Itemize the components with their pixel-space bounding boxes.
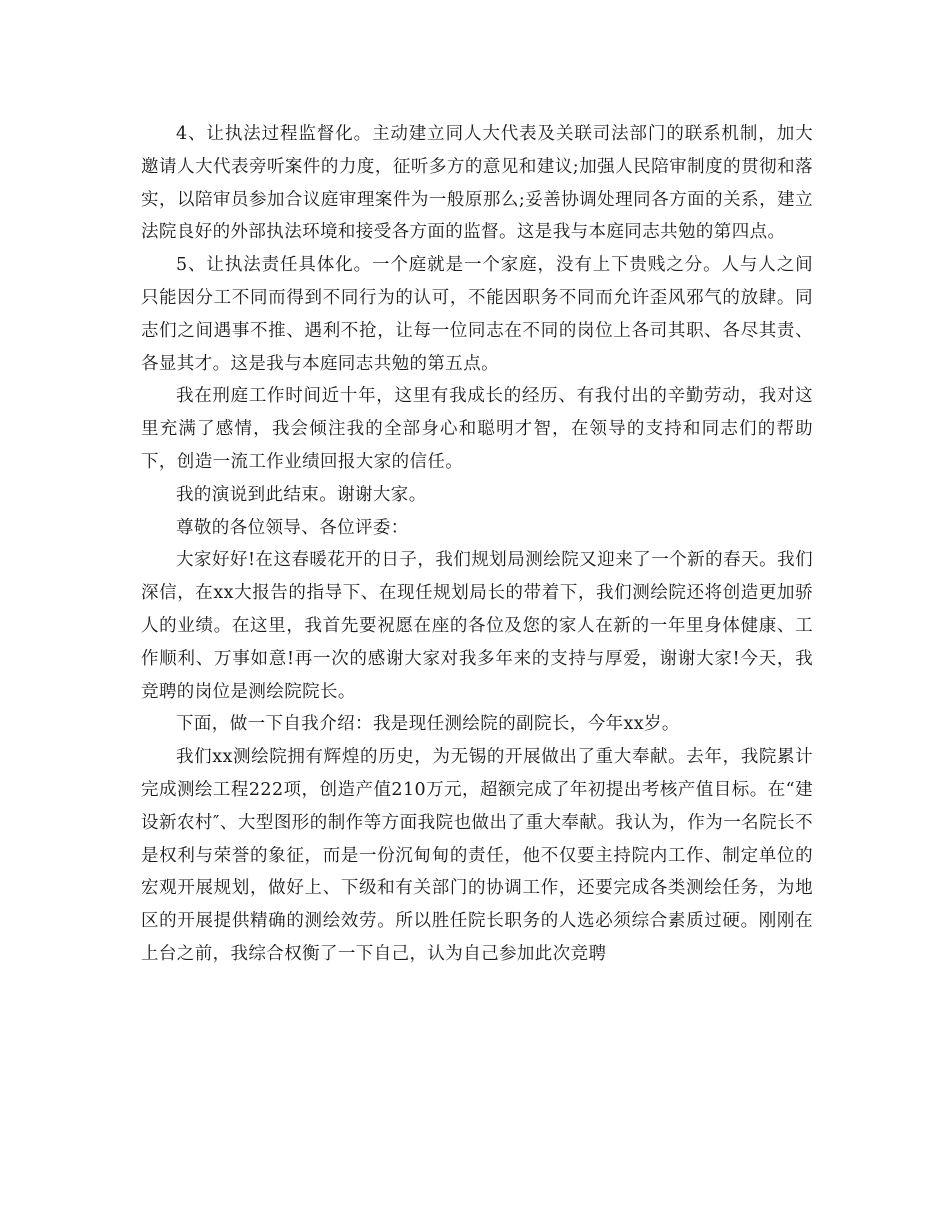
paragraph-work-experience: 我在刑庭工作时间近十年，这里有我成长的经历、有我付出的辛勤劳动，我对这里充满了感情，我会倾注我的全部身心和聪明才智，在领导的支持和同志们的帮助下，创造一流工作业绩回报大家的信任。: [141, 386, 813, 472]
paragraph-speech-ending: 我的演说到此结束。谢谢大家。: [176, 484, 427, 505]
paragraph-salutation: 尊敬的各位领导、各位评委：: [176, 517, 409, 538]
paragraph-point-five: 5、让执法责任具体化。一个庭就是一个家庭，没有上下贵贱之分。人与人之间只能因分工不同而得到不同行为的认可，不能因职务不同而允许歪风邪气的放肆。同志们之间遇事不推、遇利不抢，让每一位同志在不同的岗位上各司其职、各尽其责、各显其才。这是我与本庭同志共勉的第五点。: [141, 255, 813, 374]
paragraph-institute-history: 我们xx测绘院拥有辉煌的历史，为无锡的开展做出了重大奉献。去年，我院累计完成测绘工程222项，创造产值210万元，超额完成了年初提出考核产值目标。在“建设新农村″、大型图形的制作等方面我院也做出了重大奉献。我认为，作为一名院长不是权利与荣誉的象征，而是一份沉甸甸的责任，他不仅要主持院内工作、制定单位的宏观开展规划，做好上、下级和有关部门的协调工作，还要完成各类测绘任务，为地区的开展提供精确的测绘效劳。所以胜任院长职务的人选必须综合素质过硬。刚刚在上台之前，我综合权衡了一下自己，认为自己参加此次竞聘: [141, 747, 813, 964]
document-body: [141, 118, 813, 971]
paragraph-point-four: 4、让执法过程监督化。主动建立同人大代表及关联司法部门的联系机制，加大邀请人大代表旁听案件的力度，征听多方的意见和建议;加强人民陪审制度的贯彻和落实，以陪审员参加合议庭审理案件为一般原那么;妥善协调处理同各方面的关系，建立法院良好的外部执法环境和接受各方面的监督。这是我与本庭同志共勉的第四点。: [141, 124, 813, 243]
paragraph-self-introduction: 下面，做一下自我介绍：我是现任测绘院的副院长，今年xx岁。: [176, 714, 680, 735]
paragraph-greeting: 大家好好!在这春暖花开的日子，我们规划局测绘院又迎来了一个新的春天。我们深信，在xx大报告的指导下、在现任规划局长的带着下，我们测绘院还将创造更加骄人的业绩。在这里，我首先要祝愿在座的各位及您的家人在新的一年里身体健康、工作顺利、万事如意!再一次的感谢大家对我多年来的支持与厚爱，谢谢大家!今天，我竞聘的岗位是测绘院院长。: [141, 550, 813, 702]
